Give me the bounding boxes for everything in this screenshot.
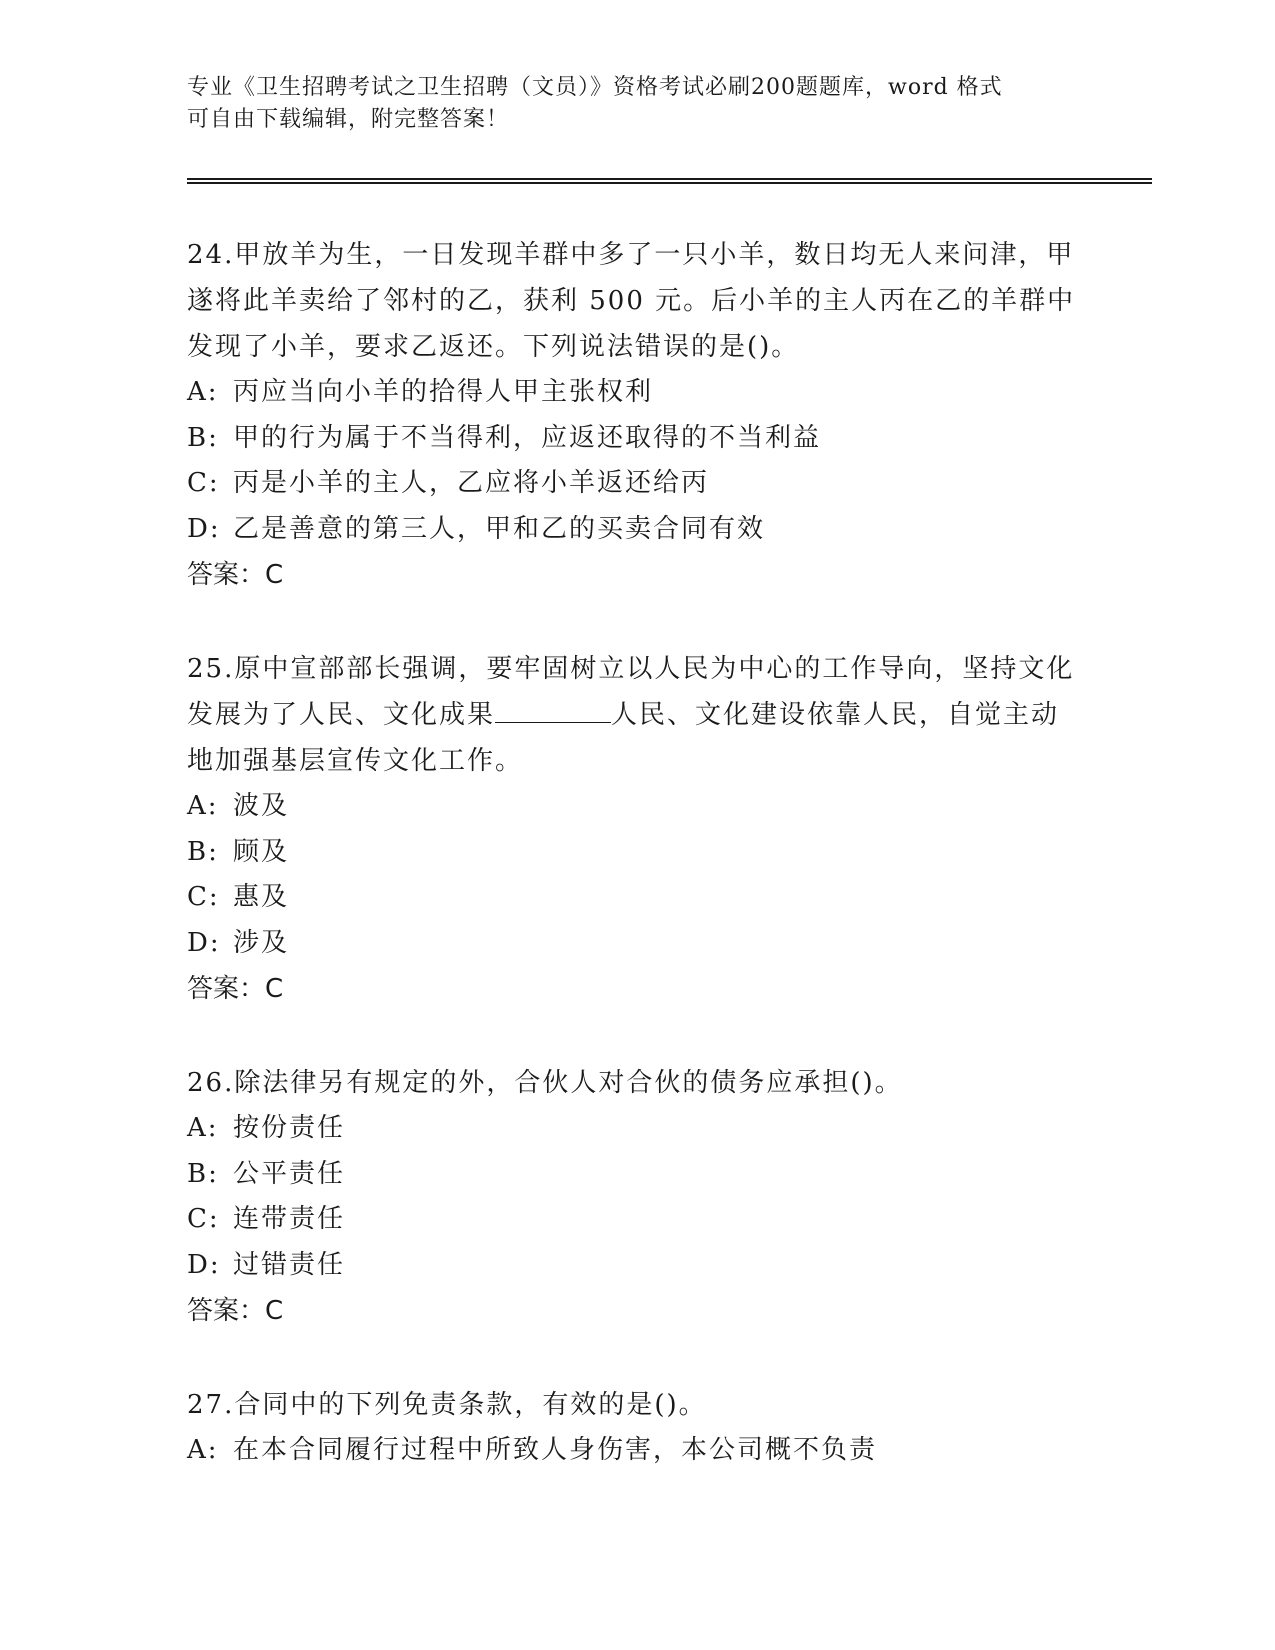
option-letter: A: — [187, 377, 219, 407]
option-letter: A: — [187, 1113, 219, 1143]
option-letter: B: — [187, 422, 219, 453]
document-header — [187, 72, 1067, 136]
stem-part-2: 人民、文化建设依靠人民，自觉主动地加强基层宣传文化工作。 — [187, 700, 1060, 776]
question-24 — [187, 232, 1077, 598]
answer-line: 答案：C — [187, 1296, 284, 1326]
option-c — [187, 1197, 1077, 1243]
answer-line: 答案：C — [187, 974, 284, 1004]
option-d — [187, 1243, 1077, 1289]
question-list — [187, 232, 1077, 1522]
option-text: 惠及 — [233, 882, 290, 912]
option-a — [187, 784, 1077, 830]
option-d — [187, 921, 1077, 967]
option-text: 乙是善意的第三人，甲和乙的买卖合同有效 — [233, 513, 766, 544]
option-letter: A: — [187, 791, 219, 821]
header-line-1: 专业《卫生招聘考试之卫生招聘（文员）》资格考试必刷200题题库，word 格式 — [187, 75, 1003, 100]
question-stem: 24.甲放羊为生，一日发现羊群中多了一只小羊，数日均无人来问津，甲遂将此羊卖给了邻村的乙，获利 500 元。后小羊的主人丙在乙的羊群中发现了小羊，要求乙返还。下列说法错误的是()。 — [187, 240, 1076, 362]
header-divider — [187, 178, 1152, 184]
option-letter: D: — [187, 513, 221, 544]
fill-in-blank — [495, 696, 611, 723]
option-text: 丙应当向小羊的拾得人甲主张权利 — [233, 377, 654, 407]
option-b — [187, 1152, 1077, 1198]
option-a — [187, 370, 1077, 416]
question-26 — [187, 1060, 1077, 1334]
option-text: 丙是小羊的主人，乙应将小羊返还给丙 — [233, 468, 710, 498]
option-c — [187, 461, 1077, 507]
option-text: 在本合同履行过程中所致人身伤害，本公司概不负责 — [233, 1435, 878, 1465]
option-text: 甲的行为属于不当得利，应返还取得的不当利益 — [233, 422, 822, 453]
stem-part-1: 25.原中宣部部长强调，要牢固树立以人民为中心的工作导向，坚持文化发展为了人民、文化成果 — [187, 654, 1075, 730]
question-27 — [187, 1382, 1077, 1474]
option-letter: C: — [187, 882, 220, 912]
answer-line: 答案：C — [187, 560, 284, 590]
option-text: 波及 — [233, 791, 290, 821]
option-text: 公平责任 — [233, 1158, 346, 1189]
option-letter: D: — [187, 1249, 221, 1280]
option-letter: B: — [187, 1158, 219, 1189]
option-text: 顾及 — [233, 836, 290, 867]
question-stem: 27.合同中的下列免责条款，有效的是()。 — [187, 1390, 707, 1420]
option-b — [187, 830, 1077, 876]
option-a — [187, 1428, 1077, 1474]
option-text: 按份责任 — [233, 1113, 346, 1143]
option-text: 连带责任 — [233, 1204, 346, 1234]
question-stem: 26.除法律另有规定的外，合伙人对合伙的债务应承担()。 — [187, 1068, 903, 1098]
option-letter: B: — [187, 836, 219, 867]
question-stem — [187, 646, 1077, 784]
option-c — [187, 875, 1077, 921]
option-text: 涉及 — [233, 927, 290, 958]
option-letter: C: — [187, 468, 220, 498]
header-line-2: 可自由下载编辑，附完整答案！ — [187, 107, 510, 132]
option-text: 过错责任 — [233, 1249, 346, 1280]
option-letter: D: — [187, 927, 221, 958]
option-b — [187, 416, 1077, 462]
option-d — [187, 507, 1077, 553]
option-a — [187, 1106, 1077, 1152]
option-letter: A: — [187, 1435, 219, 1465]
option-letter: C: — [187, 1204, 220, 1234]
question-25 — [187, 646, 1077, 1012]
